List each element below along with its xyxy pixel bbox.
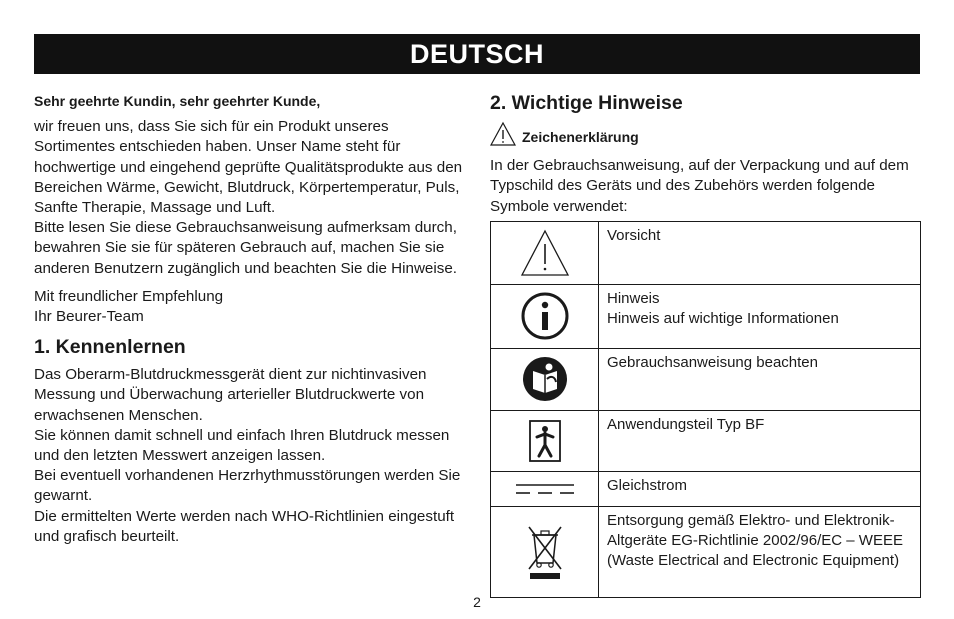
- symbol-description: [599, 221, 921, 284]
- symbol-label: Entsorgung gemäß Elektro- und Elektronik-Altgeräte EG-Richtlinie 2002/96/EC – WEEE (Waste Electrical and Electronic Equipment): [607, 511, 903, 569]
- symbol-label: Hinweis: [607, 289, 660, 307]
- page-header-banner: DEUTSCH: [34, 34, 920, 74]
- symbol-description: [599, 284, 921, 348]
- symbol-cell: [491, 284, 599, 348]
- table-row: [491, 284, 921, 348]
- symbol-cell: [491, 221, 599, 284]
- closing-line: Mit freundlicher Empfehlung: [34, 287, 224, 305]
- symbol-label: Vorsicht: [607, 226, 661, 244]
- symbol-cell: [491, 506, 599, 597]
- table-row: [491, 348, 921, 410]
- weee-bin-icon: [491, 523, 598, 581]
- section1-paragraph: Sie können damit schnell und einfach Ihren Blutdruck messen und den letzten Messwert anzeigen lassen.: [34, 426, 450, 465]
- type-bf-icon: [491, 419, 598, 463]
- table-row: [491, 221, 921, 284]
- section-heading-kennenlernen: 1. Kennenlernen: [34, 336, 186, 359]
- table-row: [491, 471, 921, 506]
- symbol-description: [599, 348, 921, 410]
- instructions-paragraph: Bitte lesen Sie diese Gebrauchsanweisung aufmerksam durch, bewahren Sie sie für späteren Gebrauch auf, machen Sie sie anderen Benutzern zugänglich und beachten Sie die Hinweise.: [34, 219, 458, 277]
- symbol-description: [599, 410, 921, 471]
- symbol-cell: [491, 471, 599, 506]
- table-row: [491, 506, 921, 597]
- legend-title: Zeichenerklärung: [522, 128, 639, 145]
- left-column: [34, 91, 464, 547]
- direct-current-icon: [491, 481, 598, 497]
- symbol-label: Anwendungsteil Typ BF: [607, 415, 765, 433]
- greeting: Sehr geehrte Kundin, sehr geehrter Kunde,: [34, 93, 321, 109]
- symbol-detail: Hinweis auf wichtige Informationen: [607, 309, 839, 327]
- read-manual-icon: [491, 355, 598, 403]
- symbol-description: [599, 506, 921, 597]
- section1-paragraph: Bei eventuell vorhandenen Herzrhythmusstörungen werden Sie gewarnt.: [34, 467, 461, 505]
- symbols-intro: In der Gebrauchsanweisung, auf der Verpackung und auf dem Typschild des Geräts und des Zubehörs werden folgende Symbole verwendet:: [490, 157, 909, 215]
- signature-line: Ihr Beurer-Team: [34, 308, 144, 326]
- symbols-table: [490, 221, 921, 598]
- symbol-label: Gebrauchsanweisung beachten: [607, 353, 818, 371]
- warning-triangle-icon: [490, 121, 516, 152]
- info-icon: [491, 291, 598, 341]
- section1-paragraph: Das Oberarm-Blutdruckmessgerät dient zur nichtinvasiven Messung und Überwachung arterieller Blutdruckwerte von erwachsenen Menschen.: [34, 366, 427, 424]
- table-row: [491, 410, 921, 471]
- symbol-description: [599, 471, 921, 506]
- right-column: [490, 91, 922, 598]
- section-heading-wichtige-hinweise: 2. Wichtige Hinweise: [490, 92, 683, 114]
- page-number: 2: [473, 594, 481, 610]
- legend-heading: [490, 121, 922, 152]
- section1-paragraph: Die ermittelten Werte werden nach WHO-Richtlinien eingestuft und grafisch beurteilt.: [34, 507, 455, 545]
- symbol-cell: [491, 348, 599, 410]
- warning-triangle-icon: [491, 228, 598, 278]
- intro-paragraph: wir freuen uns, dass Sie sich für ein Produkt unseres Sortimentes entschieden haben. Unser Name steht für hochwertige und eingehend geprüfte Qualitätsprodukte aus den Bereichen Wärme, Gewicht, Blutdruck, Körpertemperatur, Puls, Sanfte Therapie, Massage und Luft.: [34, 118, 463, 217]
- symbol-cell: [491, 410, 599, 471]
- symbol-label: Gleichstrom: [607, 476, 688, 494]
